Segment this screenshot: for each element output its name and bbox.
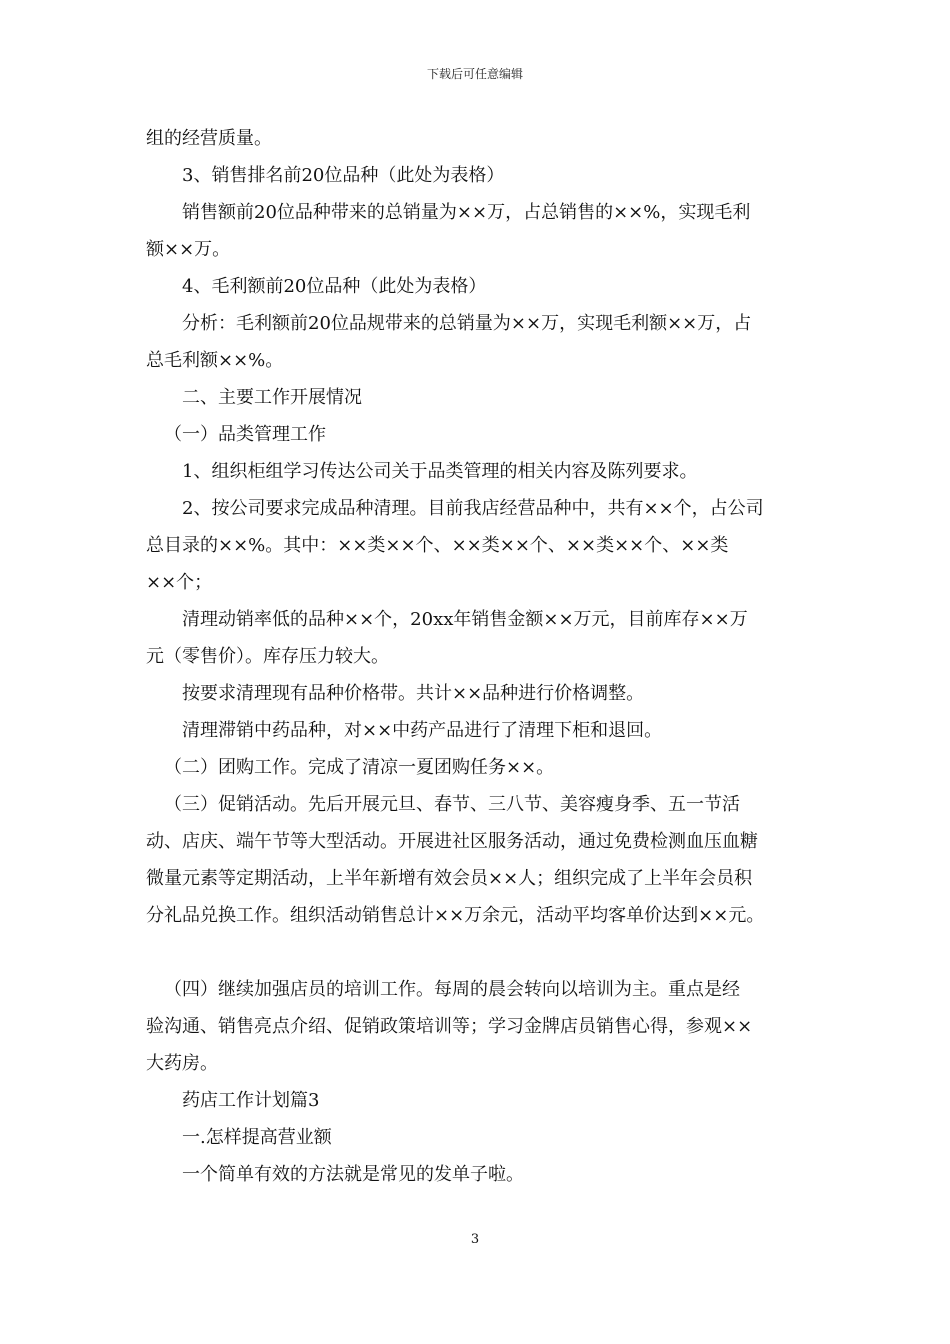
paragraph-gap <box>146 934 826 971</box>
paragraph-line: 分析：毛利额前20位品规带来的总销量为××万，实现毛利额××万，占 <box>182 313 752 334</box>
section-heading: 4、毛利额前20位品种（此处为表格） <box>182 276 487 297</box>
paragraph-line: 按要求清理现有品种价格带。共计××品种进行价格调整。 <box>182 683 645 704</box>
paragraph-line: 分礼品兑换工作。组织活动销售总计××万余元，活动平均客单价达到××元。 <box>146 905 765 926</box>
page-header: 下载后可任意编辑 <box>426 67 523 81</box>
paragraph-line: （二）团购工作。完成了清凉一夏团购任务××。 <box>164 757 555 778</box>
text-line: 组的经营质量。 <box>146 128 272 149</box>
paragraph-line: ××个； <box>146 572 213 593</box>
paragraph-line: 动、店庆、端午节等大型活动。开展进社区服务活动，通过免费检测血压血糖 <box>146 831 758 852</box>
subsection-heading: （一）品类管理工作 <box>164 424 326 445</box>
paragraph-line: 清理滞销中药品种，对××中药产品进行了清理下柜和退回。 <box>182 720 663 741</box>
paragraph-line: 总毛利额××%。 <box>146 350 284 371</box>
section-heading: 二、主要工作开展情况 <box>182 387 362 408</box>
paragraph-line: 总目录的××%。其中：××类××个、××类××个、××类××个、××类 <box>146 535 729 556</box>
paragraph-line: 额××万。 <box>146 239 231 260</box>
paragraph-line: 2、按公司要求完成品种清理。目前我店经营品种中，共有××个，占公司 <box>182 498 764 519</box>
paragraph-line: （四）继续加强店员的培训工作。每周的晨会转向以培训为主。重点是经 <box>164 979 740 1000</box>
paragraph-line: 元（零售价）。库存压力较大。 <box>146 646 389 667</box>
section-heading: 药店工作计划篇3 <box>182 1090 320 1111</box>
paragraph-line: （三）促销活动。先后开展元旦、春节、三八节、美容瘦身季、五一节活 <box>164 794 740 815</box>
paragraph-line: 销售额前20位品种带来的总销量为××万，占总销售的××%，实现毛利 <box>182 202 751 223</box>
paragraph-line: 一个简单有效的方法就是常见的发单子啦。 <box>182 1164 524 1185</box>
paragraph-line: 大药房。 <box>146 1053 218 1074</box>
section-heading: 一.怎样提高营业额 <box>182 1127 332 1148</box>
page-number: 3 <box>470 1232 480 1247</box>
paragraph-line: 清理动销率低的品种××个，20xx年销售金额××万元，目前库存××万 <box>182 609 748 630</box>
document-body <box>146 120 826 1193</box>
section-heading: 3、销售排名前20位品种（此处为表格） <box>182 165 505 186</box>
paragraph-line: 验沟通、销售亮点介绍、促销政策培训等；学习金牌店员销售心得，参观×× <box>146 1016 753 1037</box>
paragraph-line: 1、组织柜组学习传达公司关于品类管理的相关内容及陈列要求。 <box>182 461 698 482</box>
paragraph-line: 微量元素等定期活动，上半年新增有效会员××人；组织完成了上半年会员积 <box>146 868 753 889</box>
